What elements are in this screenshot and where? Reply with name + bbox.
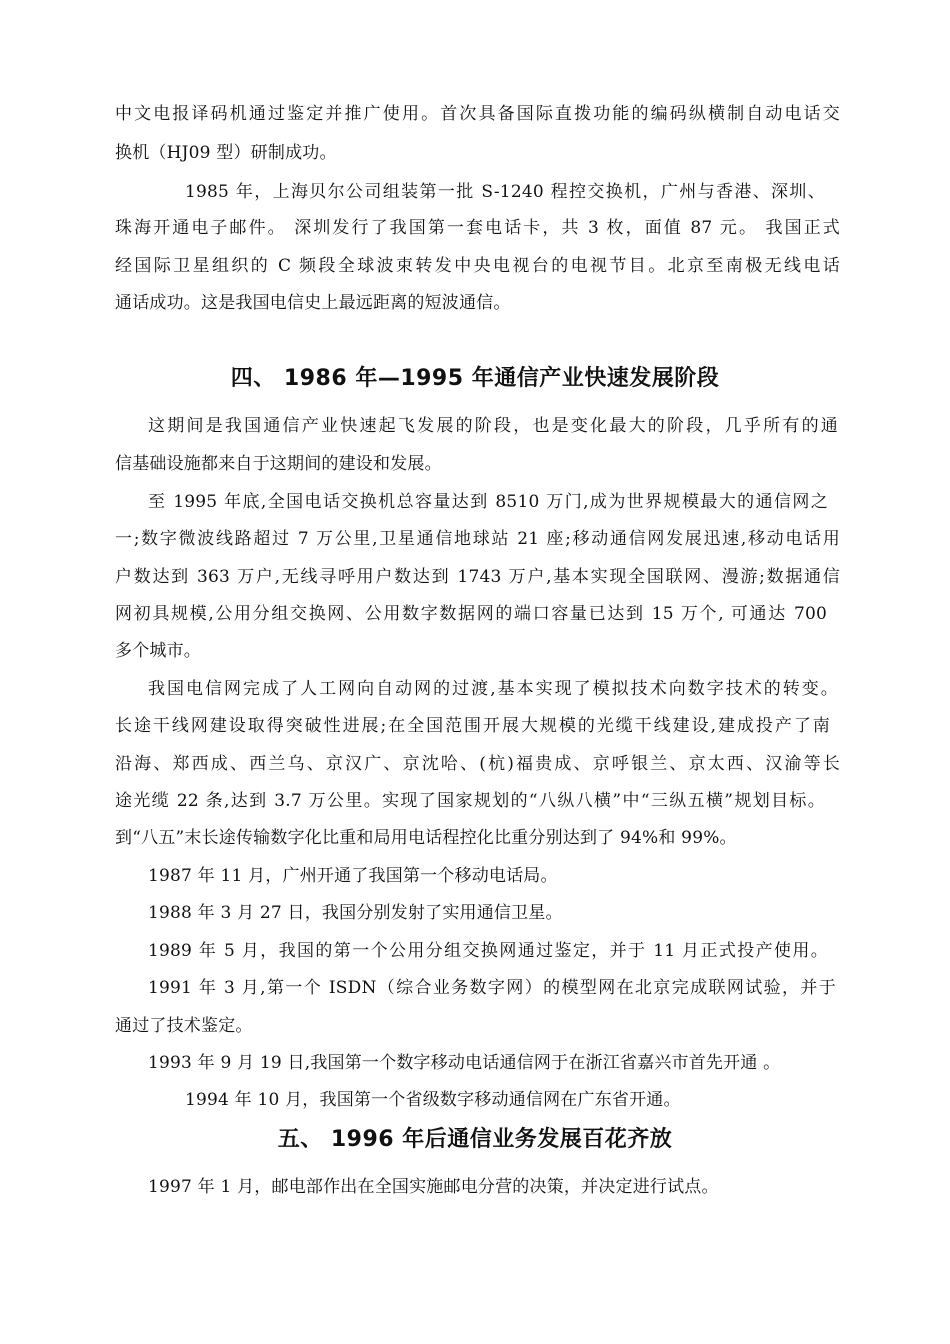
text-line: 多个城市。: [115, 641, 201, 661]
text-line: 换机（HJ09 型）研制成功。: [115, 143, 337, 163]
text-line: 途光缆 22 条,达到 3.7 万公里。实现了国家规划的“八纵八横”中“三纵五横”规划目标。: [115, 791, 825, 811]
section-heading: 五、 1996 年后通信业务发展百花齐放: [277, 1127, 673, 1152]
text-line: 长途干线网建设取得突破性进展;在全国范围开展大规模的光缆干线建设,建成投产了南: [115, 716, 830, 736]
text-line: 经国际卫星组织的 C 频段全球波束转发中央电视台的电视节目。北京至南极无线电话: [115, 256, 840, 276]
text-line: 我国电信网完成了人工网向自动网的过渡,基本实现了模拟技术向数字技术的转变。: [148, 679, 838, 699]
text-line: 1988 年 3 月 27 日，我国分别发射了实用通信卫星。: [148, 903, 563, 923]
text-line: 1985 年，上海贝尔公司组装第一批 S-1240 程控交换机，广州与香港、深圳、: [185, 182, 825, 202]
section-heading: 四、 1986 年—1995 年通信产业快速发展阶段: [230, 366, 720, 391]
text-line: 中文电报译码机通过鉴定并推广使用。首次具备国际直拨功能的编码纵横制自动电话交: [115, 104, 840, 124]
text-line: 通话成功。这是我国电信史上最远距离的短波通信。: [115, 293, 511, 313]
text-line: 1997 年 1 月，邮电部作出在全国实施邮电分营的决策，并决定进行试点。: [148, 1177, 719, 1197]
text-line: 到“八五”末长途传输数字化比重和局用电话程控化比重分别达到了 94%和 99%。: [115, 828, 737, 848]
text-line: 一;数字微波线路超过 7 万公里,卫星通信地球站 21 座;移动通信网发展迅速,移动电话用: [115, 529, 840, 549]
text-line: 沿海、郑西成、西兰乌、京汉广、京沈哈、(杭)福贵成、京呼银兰、京太西、汉渝等长: [115, 754, 840, 774]
text-line: 至 1995 年底,全国电话交换机总容量达到 8510 万门,成为世界规模最大的通信网之: [148, 492, 828, 512]
text-line: 1991 年 3 月,第一个 ISDN（综合业务数字网）的模型网在北京完成联网试验，并于: [148, 978, 836, 998]
text-line: 1989 年 5 月，我国的第一个公用分组交换网通过鉴定，并于 11 月正式投产使用。: [148, 941, 828, 961]
text-line: 户数达到 363 万户,无线寻呼用户数达到 1743 万户,基本实现全国联网、漫游;数据通信: [115, 567, 840, 587]
text-line: 珠海开通电子邮件。 深圳发行了我国第一套电话卡，共 3 枚，面值 87 元。 我国正式: [115, 218, 840, 238]
text-line: 网初具规模,公用分组交换网、公用数字数据网的端口容量已达到 15 万个, 可通达 700: [115, 604, 827, 624]
text-line: 1993 年 9 月 19 日,我国第一个数字移动电话通信网于在浙江省嘉兴市首先开通 。: [148, 1053, 781, 1073]
text-line: 1994 年 10 月，我国第一个省级数字移动通信网在广东省开通。: [185, 1090, 681, 1110]
text-line: 信基础设施都来自于这期间的建设和发展。: [115, 454, 442, 474]
text-line: 这期间是我国通信产业快速起飞发展的阶段，也是变化最大的阶段，几乎所有的通: [148, 416, 838, 436]
text-line: 1987 年 11 月，广州开通了我国第一个移动电话局。: [148, 866, 558, 886]
text-line: 通过了技术鉴定。: [115, 1016, 253, 1036]
